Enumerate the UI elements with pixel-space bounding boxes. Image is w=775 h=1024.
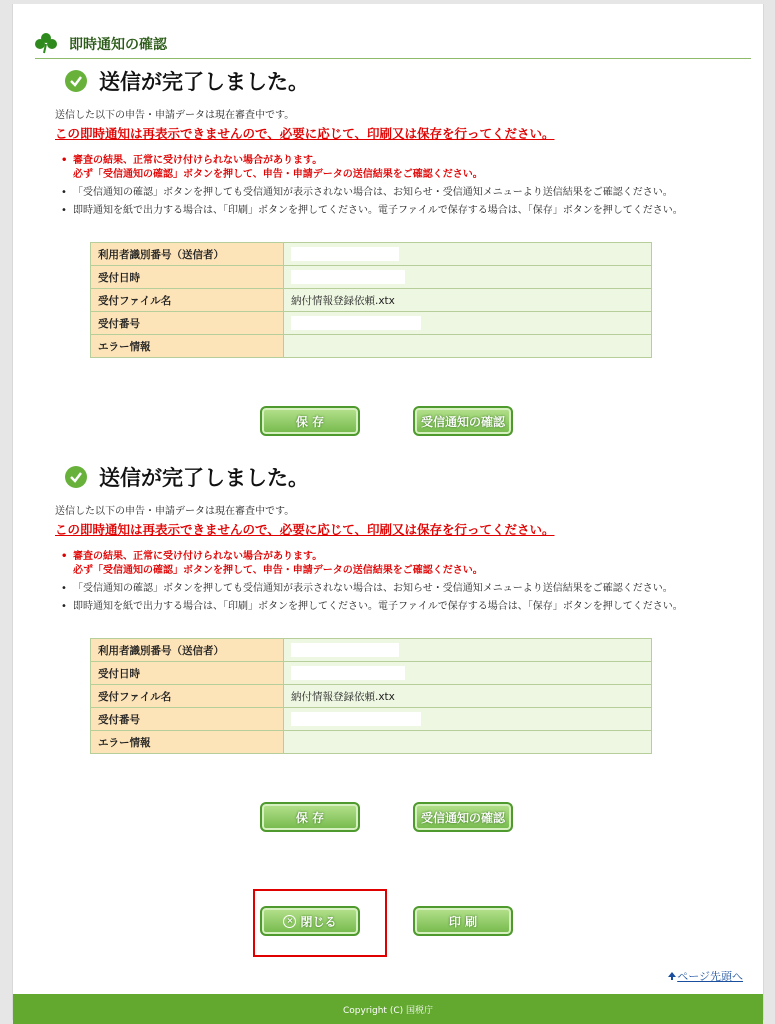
receipt-check-button[interactable]: 受信通知の確認 xyxy=(413,406,513,436)
clover-icon xyxy=(35,32,57,54)
table-row xyxy=(91,685,652,708)
row-value: 納付情報登録依頼.xtx xyxy=(284,685,652,708)
page-header xyxy=(35,32,751,59)
table-row xyxy=(91,335,652,358)
completion-heading xyxy=(65,462,309,492)
receipt-info-table xyxy=(90,638,652,754)
row-label: 受付番号 xyxy=(91,312,284,335)
completion-text: 送信が完了しました。 xyxy=(99,466,309,490)
save-button[interactable]: 保 存 xyxy=(260,406,360,436)
redacted-value xyxy=(291,666,405,680)
row-label: 受付ファイル名 xyxy=(91,289,284,312)
page-container xyxy=(12,4,764,1020)
row-label: エラー情報 xyxy=(91,335,284,358)
print-button[interactable]: 印 刷 xyxy=(413,906,513,936)
table-row xyxy=(91,639,652,662)
note-item: • 「受信通知の確認」ボタンを押しても受信通知が表示されない場合は、お知らせ・受信通知メニューより送信結果をご確認ください。 xyxy=(61,186,683,200)
table-row xyxy=(91,708,652,731)
page-title: 即時通知の確認 xyxy=(69,37,167,53)
close-label: 閉じる xyxy=(300,914,337,929)
row-value xyxy=(284,335,652,358)
row-label: 利用者識別番号（送信者） xyxy=(91,639,284,662)
row-label: エラー情報 xyxy=(91,731,284,754)
check-icon xyxy=(65,466,87,488)
redacted-value xyxy=(291,712,421,726)
row-label: 受付番号 xyxy=(91,708,284,731)
notes-list xyxy=(61,550,683,618)
notes-list xyxy=(61,154,683,222)
arrow-up-icon xyxy=(667,971,677,981)
copyright-text: Copyright (C) 国税庁 xyxy=(342,1005,433,1016)
note-item: • 「受信通知の確認」ボタンを押しても受信通知が表示されない場合は、お知らせ・受信通知メニューより送信結果をご確認ください。 xyxy=(61,582,683,596)
row-label: 受付日時 xyxy=(91,266,284,289)
redacted-value xyxy=(291,247,399,261)
warning-message: この即時通知は再表示できませんので、必要に応じて、印刷又は保存を行ってください。 xyxy=(55,126,555,141)
note-item: • 審査の結果、正常に受け付けられない場合があります。 必ず「受信通知の確認」ボタンを押して、申告・申請データの送信結果をご確認ください。 xyxy=(61,154,683,182)
row-value xyxy=(284,731,652,754)
redacted-value xyxy=(291,270,405,284)
check-icon xyxy=(65,70,87,92)
note-item: • 審査の結果、正常に受け付けられない場合があります。 必ず「受信通知の確認」ボタンを押して、申告・申請データの送信結果をご確認ください。 xyxy=(61,550,683,578)
close-button[interactable] xyxy=(260,906,360,936)
completion-text: 送信が完了しました。 xyxy=(99,70,309,94)
status-description: 送信した以下の申告・申請データは現在審査中です。 xyxy=(55,110,295,121)
row-label: 受付日時 xyxy=(91,662,284,685)
row-value xyxy=(284,639,652,662)
table-row xyxy=(91,243,652,266)
note-item: • 即時通知を紙で出力する場合は、「印刷」ボタンを押してください。電子ファイルで保存する場合は、「保存」ボタンを押してください。 xyxy=(61,204,683,218)
row-value xyxy=(284,312,652,335)
status-description: 送信した以下の申告・申請データは現在審査中です。 xyxy=(55,506,295,517)
redacted-value xyxy=(291,316,421,330)
table-row xyxy=(91,289,652,312)
row-label: 利用者識別番号（送信者） xyxy=(91,243,284,266)
save-button[interactable]: 保 存 xyxy=(260,802,360,832)
note-item: • 即時通知を紙で出力する場合は、「印刷」ボタンを押してください。電子ファイルで保存する場合は、「保存」ボタンを押してください。 xyxy=(61,600,683,614)
row-value: 納付情報登録依頼.xtx xyxy=(284,289,652,312)
close-icon: × xyxy=(283,915,296,928)
row-value xyxy=(284,243,652,266)
table-row xyxy=(91,662,652,685)
page-top-label: ページ先頭へ xyxy=(677,970,743,983)
row-value xyxy=(284,662,652,685)
table-row xyxy=(91,266,652,289)
page-top-link[interactable] xyxy=(667,968,743,984)
warning-message: この即時通知は再表示できませんので、必要に応じて、印刷又は保存を行ってください。 xyxy=(55,522,555,537)
table-row xyxy=(91,312,652,335)
completion-heading xyxy=(65,66,309,96)
receipt-info-table xyxy=(90,242,652,358)
row-value xyxy=(284,266,652,289)
receipt-check-button[interactable]: 受信通知の確認 xyxy=(413,802,513,832)
table-row xyxy=(91,731,652,754)
row-label: 受付ファイル名 xyxy=(91,685,284,708)
redacted-value xyxy=(291,643,399,657)
footer xyxy=(13,994,763,1024)
row-value xyxy=(284,708,652,731)
